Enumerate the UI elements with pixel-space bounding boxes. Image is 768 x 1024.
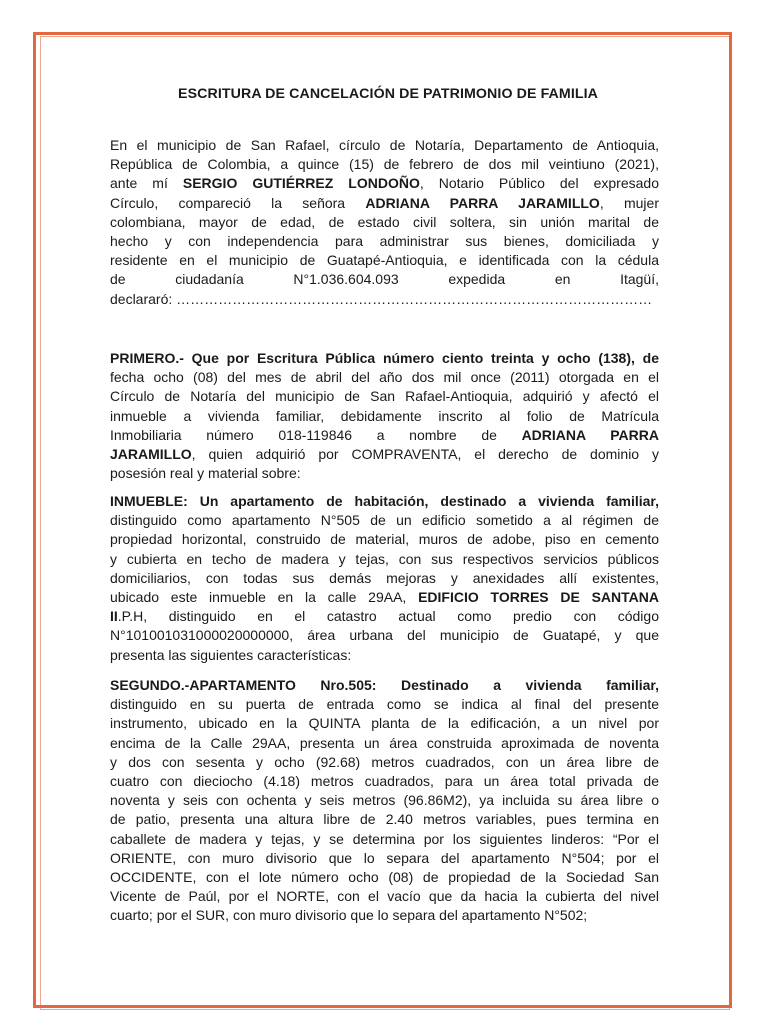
text-line [110, 772, 659, 791]
text: de patio, presenta una altura libre de 2.40 metros variables, pues termina en [110, 811, 659, 828]
segundo-paragraph [110, 676, 659, 925]
text-line [110, 588, 659, 607]
text: fecha ocho (08) del mes de abril del año dos mil once (2011) otorgada en el [110, 369, 659, 386]
text: ante mí [110, 175, 183, 192]
bold-text: EDIFICIO TORRES DE SANTANA [418, 588, 659, 605]
bold-text: PRIMERO.- [110, 350, 184, 366]
text-line [110, 791, 659, 810]
document-title: ESCRITURA DE CANCELACIÓN DE PATRIMONIO DE FAMILIA [178, 86, 599, 102]
text: ORIENTE, con muro divisorio que lo separa del apartamento N°504; por el [110, 849, 659, 866]
text-line [110, 626, 659, 645]
text-line [110, 695, 659, 714]
text-line [110, 232, 659, 251]
bold-text: INMUEBLE: [110, 493, 188, 509]
text-line [110, 492, 659, 511]
inmueble-paragraph [110, 492, 659, 665]
text-line [110, 646, 659, 665]
text-line [110, 530, 659, 549]
text-line [110, 810, 659, 829]
text: instrumento, ubicado en la QUINTA planta de la edificación, a un nivel por [110, 715, 659, 732]
text-line [110, 906, 659, 925]
text-line [110, 676, 659, 695]
text-line [110, 445, 659, 464]
text: N°101001031000020000000, área urbana del municipio de Guatapé, y que [110, 627, 659, 644]
text: declararó: ………………………………………………………………………………………… [110, 290, 653, 307]
text: hecho y con independencia para administrar sus bienes, domiciliada y [110, 232, 659, 249]
primero-paragraph [110, 349, 659, 483]
text: República de Colombia, a quince (15) de febrero de dos mil veintiuno (2021), [110, 156, 659, 173]
text-line [110, 387, 659, 406]
text-line [110, 849, 659, 868]
bold-text: JARAMILLO [110, 445, 192, 462]
text-line [110, 569, 659, 588]
text: inmueble a vivienda familiar, debidamente inscrito al folio de Matrícula [110, 407, 659, 424]
text: encima de la Calle 29AA, presenta un área construida aproximada de noventa [110, 734, 659, 751]
text: cuatro con dieciocho (4.18) metros cuadrados, para un área total privada de [110, 772, 659, 789]
text: colombiana, mayor de edad, de estado civil soltera, sin unión marital de [110, 213, 659, 230]
text: cuarto; por el SUR, con muro divisorio que lo separa del apartamento N°502; [110, 907, 588, 924]
text-line [110, 270, 659, 289]
text-line [110, 349, 659, 368]
bold-text: ADRIANA PARRA JARAMILLO [365, 194, 600, 211]
text: distinguido como apartamento N°505 de un edificio sometido a al régimen de [110, 512, 659, 529]
text: .P.H, distinguido en el catastro actual como predio con código [117, 608, 659, 625]
text-line [110, 136, 659, 155]
text: domiciliarios, con todas sus demás mejoras y anexidades allí existentes, [110, 569, 659, 586]
text-line [110, 714, 659, 733]
text-line [110, 407, 659, 426]
text: Vicente de Paúl, por el NORTE, con el vacío que da hacia la cubierta del nivel [110, 888, 659, 905]
text-line [110, 368, 659, 387]
text-line [110, 194, 659, 213]
text-line [110, 290, 659, 309]
text: distinguido en su puerta de entrada como se indica al final del presente [110, 696, 659, 713]
text: Círculo de Notaría del municipio de San Rafael-Antioquia, adquirió y afectó el [110, 388, 659, 405]
text-line [110, 426, 659, 445]
text-line [110, 830, 659, 849]
bold-text: SERGIO GUTIÉRREZ LONDOÑO [182, 175, 420, 192]
text-line [110, 511, 659, 530]
bold-text: Que por Escritura Pública número ciento treinta y ocho (138), de [183, 350, 659, 366]
text: y dos con sesenta y ocho (92.68) metros cuadrados, con un área libre de [110, 753, 659, 770]
text: caballete de madera y tejas, y se determina por los siguientes linderos: “Por el [110, 830, 659, 847]
text-line [110, 868, 659, 887]
text-line [110, 550, 659, 569]
text: , mujer [599, 194, 659, 211]
text: y cubierta en techo de madera y tejas, con sus respectivos servicios públicos [110, 550, 659, 567]
text-line [110, 174, 659, 193]
bold-text: II [110, 608, 118, 625]
text: , quien adquirió por COMPRAVENTA, el derecho de dominio y [191, 445, 659, 462]
text: propiedad horizontal, construido de material, muros de adobe, piso en cemento [110, 531, 659, 548]
text: noventa y seis con ochenta y seis metros (96.86M2), ya incluida su área libre o [110, 792, 659, 809]
text-line [110, 213, 659, 232]
intro-paragraph [110, 136, 659, 309]
text: ubicado este inmueble en la calle 29AA, [110, 588, 419, 605]
text: OCCIDENTE, con el lote número ocho (08) de propiedad de la Sociedad San [110, 868, 659, 885]
bold-text: Un apartamento de habitación, destinado a vivienda familiar, [187, 493, 659, 509]
text: Inmobiliaria número 018-119846 a nombre de [110, 426, 522, 443]
text-line [110, 753, 659, 772]
text-line [110, 464, 659, 483]
text: En el municipio de San Rafael, círculo de Notaría, Departamento de Antioquia, [110, 137, 659, 153]
bold-text: ADRIANA PARRA [521, 426, 659, 443]
text: de ciudadanía N°1.036.604.093 expedida en Itagüí, [110, 271, 659, 288]
text-line [110, 155, 659, 174]
text: Círculo, compareció la señora [110, 194, 366, 211]
text: posesión real y material sobre: [110, 465, 301, 482]
bold-text: SEGUNDO.-APARTAMENTO Nro.505: [110, 677, 377, 693]
text-line [110, 734, 659, 753]
text-line [110, 887, 659, 906]
text-line [110, 251, 659, 270]
text: presenta las siguientes características: [110, 646, 352, 663]
text: residente en el municipio de Guatapé-Antioquia, e identificada con la cédula [110, 252, 659, 269]
bold-text: Destinado a vivienda familiar, [376, 677, 659, 693]
text-line [110, 607, 659, 626]
text: , Notario Público del expresado [419, 175, 659, 192]
